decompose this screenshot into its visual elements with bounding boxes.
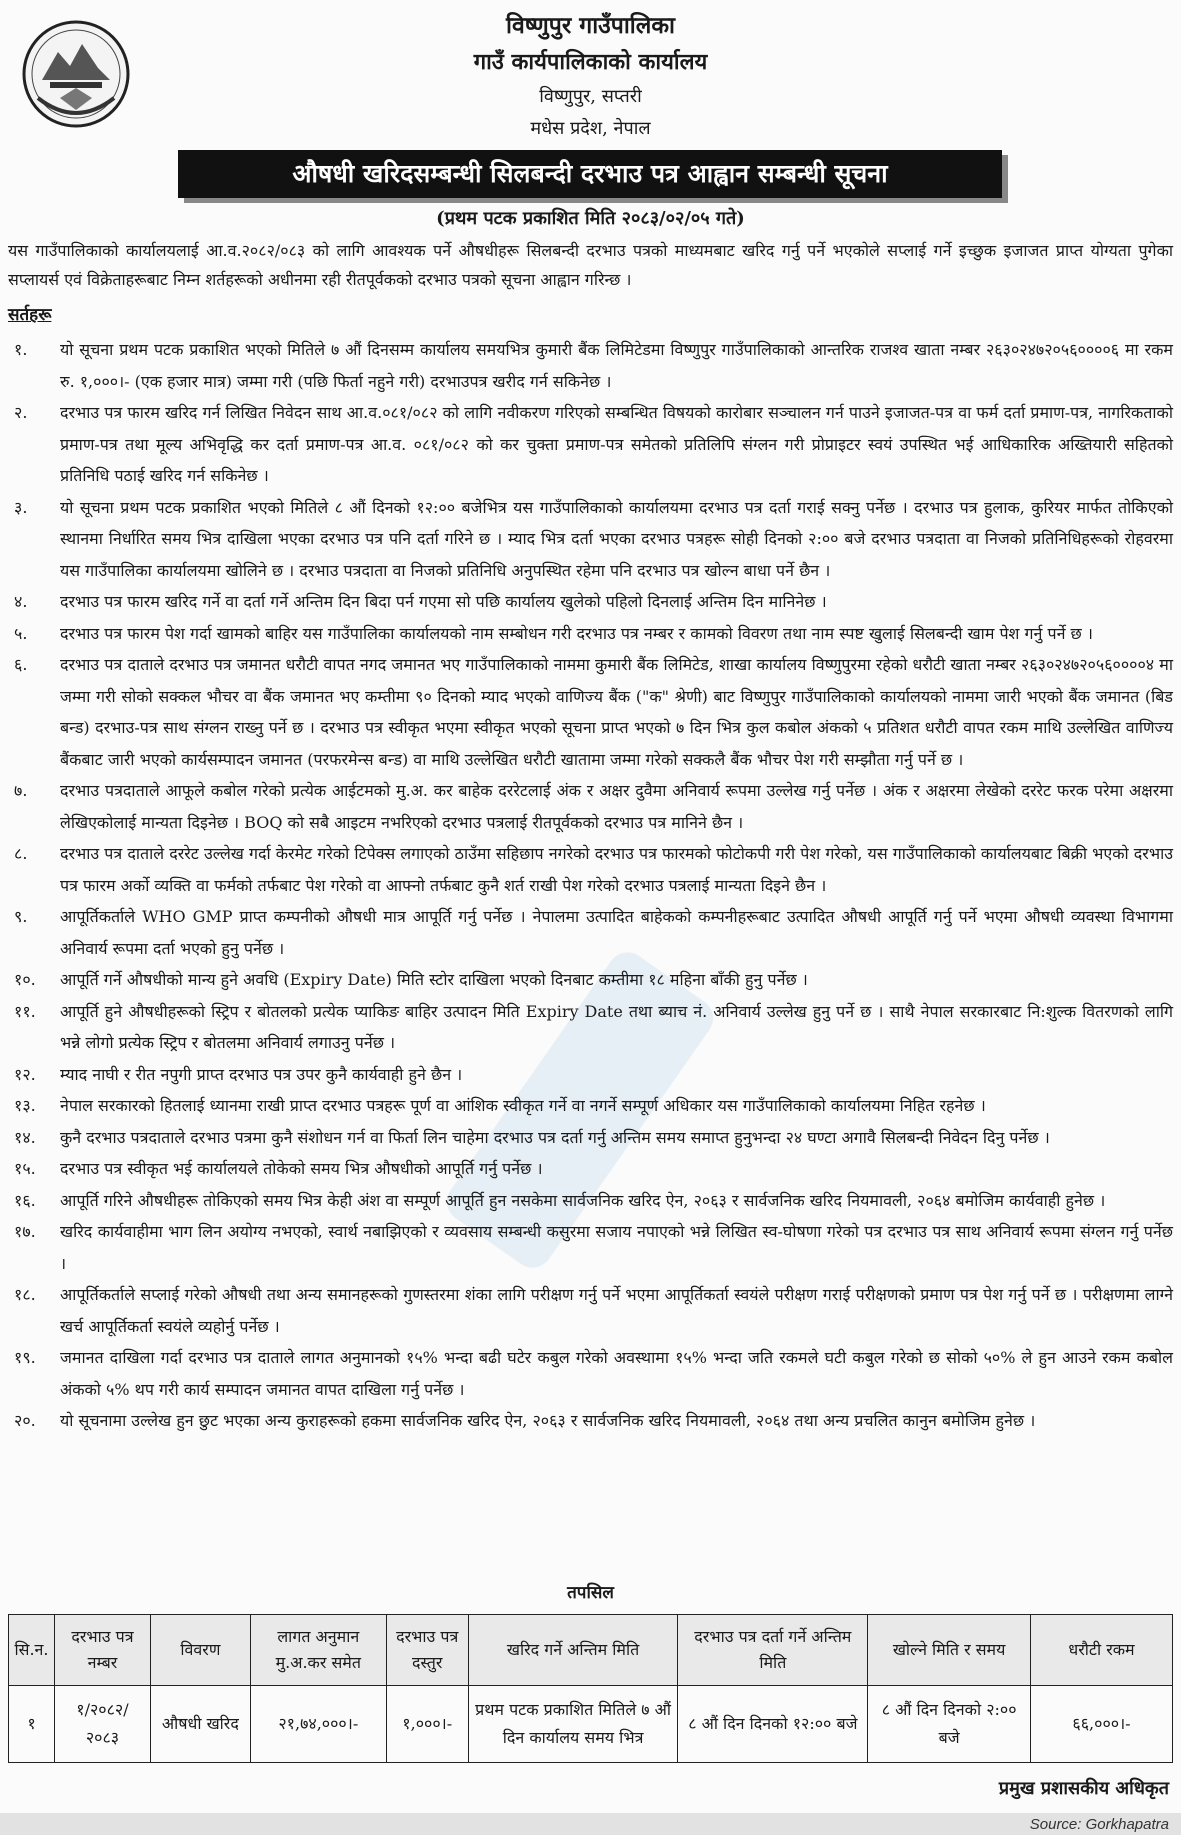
table-header-row bbox=[9, 1615, 1173, 1686]
condition-text: जमानत दाखिला गर्दा दरभाउ पत्र दाताले लागत अनुमानको १५% भन्दा बढी घटेर कबुल गरेको अवस्थामा १५% भन्दा जति रकमले घटी कबुल गरेको छ सोको ५०% ले हुन आउने रकम कबोल अंकको ५% थप गरी कार्य सम्पादन जमानत वापत दाखिला गर्नु पर्नेछ । bbox=[60, 1348, 1173, 1399]
condition-number: २०. bbox=[14, 1411, 36, 1430]
table-cell: औषधी खरिद bbox=[150, 1686, 250, 1763]
tender-details-table bbox=[8, 1614, 1173, 1763]
conditions-heading: सर्तहरू bbox=[8, 305, 52, 325]
condition-item bbox=[8, 1059, 1173, 1091]
table-cell: ६६,०००।- bbox=[1031, 1686, 1173, 1763]
condition-item bbox=[8, 775, 1173, 838]
condition-number: ५. bbox=[14, 623, 28, 643]
table-cell: १,०००।- bbox=[386, 1686, 468, 1763]
notice-title: औषधी खरिदसम्बन्धी सिलबन्दी दरभाउ पत्र आह्वान सम्बन्धी सूचना bbox=[178, 150, 1002, 198]
condition-text: दरभाउ पत्र फारम खरिद गर्न लिखित निवेदन साथ आ.व.०८१/०८२ को लागि नवीकरण गरिएको सम्बन्धित विषयको कारोबार सञ्चालन गर्न पाउने इजाजत-पत्र वा फर्म दर्ता प्रमाण-पत्र, नागरिकताको प्रमाण-पत्र तथा मूल्य अभिवृद्धि कर दर्ता प्रमाण-पत्र आ.व. ०८१/०८२ को कर चुक्ता प्रमाण-पत्र समेतको प्रतिलिपि संग्लन गरी प्रोप्राइटर स्वयं उपस्थित भई आधिकारिक अख्तियारी सहितको प्रतिनिधि पठाई खरिद गर्न सकिनेछ । bbox=[60, 403, 1173, 485]
condition-number: १०. bbox=[14, 970, 36, 989]
signatory-title: प्रमुख प्रशासकीय अधिकृत bbox=[998, 1778, 1169, 1799]
table-row bbox=[9, 1686, 1173, 1763]
condition-item bbox=[8, 492, 1173, 587]
table-header-cell: धरौटी रकम bbox=[1031, 1615, 1173, 1686]
condition-number: १८. bbox=[14, 1285, 36, 1304]
condition-text: दरभाउ पत्र स्वीकृत भई कार्यालयले तोकेको समय भित्र औषधीको आपूर्ति गर्नु पर्नेछ । bbox=[60, 1159, 543, 1178]
condition-number: ११. bbox=[14, 1001, 36, 1021]
condition-number: ८. bbox=[14, 844, 28, 863]
condition-text: म्याद नाघी र रीत नपुगी प्राप्त दरभाउ पत्र उपर कुनै कार्यवाही हुने छैन । bbox=[60, 1064, 463, 1084]
office-province: मधेस प्रदेश, नेपाल bbox=[530, 118, 651, 139]
table-header-cell: विवरण bbox=[150, 1615, 250, 1686]
condition-text: नेपाल सरकारको हितलाई ध्यानमा राखी प्राप्त दरभाउ पत्रहरू पूर्ण वा आंशिक स्वीकृत गर्ने वा नगर्ने सम्पूर्ण अधिकार यस गाउँपालिकाको कार्यालयमा निहित रहनेछ । bbox=[60, 1096, 986, 1115]
condition-text: आपूर्ति हुने औषधीहरूको स्ट्रिप र बोतलको प्रत्येक प्याकिङ बाहिर उत्पादन मिति Expiry Date तथा ब्याच नं. अनिवार्य उल्लेख हुनु पर्ने छ । साथै नेपाल सरकारबाट नि:शुल्क वितरणको लागि भन्ने लोगो प्रत्येक स्ट्रिप र बोतलमा अनिवार्य लगाउनु पर्नेछ । bbox=[60, 1001, 1173, 1052]
condition-number: १. bbox=[14, 340, 28, 359]
condition-item bbox=[8, 1153, 1173, 1185]
condition-text: आपूर्तिकर्ताले सप्लाई गरेको औषधी तथा अन्य समानहरूको गुणस्तरमा शंका लागि परीक्षण गर्नु पर्ने भएमा आपूर्तिकर्ता स्वयंले परीक्षण गराई परीक्षणको प्रमाण पत्र पेश गर्नु पर्ने छ । परीक्षणमा लाग्ने खर्च आपूर्तिकर्ता स्वयंले व्यहोर्नु पर्नेछ । bbox=[60, 1285, 1174, 1336]
condition-text: आपूर्ति गरिने औषधीहरू तोकिएको समय भित्र केही अंश वा सम्पूर्ण आपूर्ति हुन नसकेमा सार्वजनिक खरिद ऐन, २०६३ र सार्वजनिक खरिद नियमावली, २०६४ बमोजिम कार्यवाही हुनेछ । bbox=[60, 1190, 1106, 1210]
condition-text: कुनै दरभाउ पत्रदाताले दरभाउ पत्रमा कुनै संशोधन गर्न वा फिर्ता लिन चाहेमा दरभाउ पत्र दर्ता गर्नु अन्तिम समय समाप्त हुनुभन्दा २४ घण्टा अगावै सिलबन्दी निवेदन दिनु पर्नेछ । bbox=[60, 1127, 1050, 1147]
table-header-cell: लागत अनुमान मु.अ.कर समेत bbox=[250, 1615, 386, 1686]
condition-text: दरभाउ पत्र फारम पेश गर्दा खामको बाहिर यस गाउँपालिका कार्यालयको नाम सम्बोधन गरी दरभाउ पत्र नम्बर र कामको विवरण तथा नाम स्पष्ट खुलाई सिलबन्दी खाम पेश गर्नु पर्ने छ । bbox=[60, 623, 1093, 643]
table-cell: १ bbox=[9, 1686, 55, 1763]
condition-item bbox=[8, 649, 1173, 775]
condition-text: आपूर्ति गर्ने औषधीको मान्य हुने अवधि (Expiry Date) मिति स्टोर दाखिला भएको दिनबाट कम्तीमा १८ महिना बाँकी हुनु पर्नेछ । bbox=[60, 970, 808, 989]
condition-item bbox=[8, 1342, 1173, 1405]
condition-number: ३. bbox=[14, 497, 28, 517]
office-subtitle: गाउँ कार्यपालिकाको कार्यालय bbox=[473, 49, 708, 75]
condition-item bbox=[8, 1279, 1173, 1342]
condition-text: आपूर्तिकर्ताले WHO GMP प्राप्त कम्पनीको औषधी मात्र आपूर्ति गर्नु पर्नेछ । नेपालमा उत्पादित बाहेकको कम्पनीहरूबाट उत्पादित औषधी आपूर्ति गर्नु पर्ने भएमा औषधी व्यवस्था विभागमा अनिवार्य रूपमा दर्ता भएको हुनु पर्नेछ । bbox=[60, 907, 1173, 958]
condition-text: यो सूचना प्रथम पटक प्रकाशित भएको मितिले ७ औं दिनसम्म कार्यालय समयभित्र कुमारी बैंक लिमिटेडमा विष्णुपुर गाउँपालिकाको आन्तरिक राजश्व खाता नम्बर २६३०२४७२०५६००००६ मा रकम रु. १,०००।- (एक हजार मात्र) जम्मा गरी (पछि फिर्ता नहुने गरी) दरभाउपत्र खरीद गर्न सकिनेछ । bbox=[60, 340, 1173, 391]
source-bar bbox=[0, 1813, 1181, 1835]
conditions-list bbox=[8, 334, 1173, 1437]
office-address: विष्णुपुर, सप्तरी bbox=[539, 86, 642, 107]
condition-number: ७. bbox=[14, 781, 28, 800]
condition-text: दरभाउ पत्र दाताले दररेट उल्लेख गर्दा केरमेट गरेको टिपेक्स लगाएको ठाउँमा सहिछाप नगरेको दरभाउ पत्र फारमको फोटोकपी गरी पेश गरेको, यस गाउँपालिकाको कार्यालयबाट बिक्री भएको दरभाउ पत्र फारम अर्को व्यक्ति वा फर्मको तर्फबाट पेश गरेको वा आफ्नो तर्फबाट कुनै शर्त राखी पेश गरेको दरभाउ पत्रलाई मान्यता दिइने छैन । bbox=[60, 844, 1173, 895]
condition-number: १५. bbox=[14, 1159, 36, 1178]
table-cell: ८ औं दिन दिनको १२:०० बजे bbox=[678, 1686, 868, 1763]
condition-text: दरभाउ पत्रदाताले आफूले कबोल गरेको प्रत्येक आईटमको मु.अ. कर बाहेक दररेटलाई अंक र अक्षर दुवैमा अनिवार्य रूपमा उल्लेख गर्नु पर्नेछ । अंक र अक्षरमा लेखेको दररेट फरक परेमा अक्षरमा लेखिएकोलाई मान्यता दिइनेछ । BOQ को सबै आइटम नभरिएको दरभाउ पत्रलाई रीतपूर्वकको दरभाउ पत्र मानिने छैन । bbox=[60, 781, 1173, 832]
condition-item bbox=[8, 964, 1173, 996]
condition-text: यो सूचना प्रथम पटक प्रकाशित भएको मितिले ८ औं दिनको १२:०० बजेभित्र यस गाउँपालिकाको कार्यालयमा दरभाउ पत्र दर्ता गराई सक्नु पर्नेछ । दरभाउ पत्र हुलाक, कुरियर मार्फत तोकिएको स्थानमा निर्धारित समय भित्र दाखिला भएका दरभाउ पत्र पनि दर्ता गरिने छ । म्याद भित्र दर्ता भएका दरभाउ पत्रहरू सोही दिनको २:०० बजे दरभाउ पत्रदाता वा निजको प्रतिनिधिहरूको रोहवरमा यस गाउँपालिका कार्यालयमा खोलिने छ । दरभाउ पत्रदाता वा निजको प्रतिनिधि अनुपस्थित रहेमा पनि दरभाउ पत्र खोल्न बाधा पर्ने छैन । bbox=[60, 497, 1173, 580]
condition-number: १७. bbox=[14, 1222, 36, 1241]
table-cell: १/२०८२/ २०८३ bbox=[54, 1686, 150, 1763]
condition-text: दरभाउ पत्र फारम खरिद गर्ने वा दर्ता गर्ने अन्तिम दिन बिदा पर्न गएमा सो पछि कार्यालय खुलेको पहिलो दिनलाई अन्तिम दिन मानिनेछ । bbox=[60, 592, 827, 611]
annex-heading: तपसिल bbox=[567, 1583, 614, 1603]
table-body bbox=[9, 1686, 1173, 1763]
office-name: विष्णुपुर गाउँपालिका bbox=[506, 12, 675, 39]
table-header-cell: सि.न. bbox=[9, 1615, 55, 1686]
condition-number: १४. bbox=[14, 1127, 36, 1147]
condition-item bbox=[8, 1090, 1173, 1122]
notice-intro: यस गाउँपालिकाको कार्यालयलाई आ.व.२०८२/०८३ को लागि आवश्यक पर्ने औषधीहरू सिलबन्दी दरभाउ पत्रको माध्यमबाट खरिद गर्नु पर्ने भएकोले सप्लाई गर्ने इच्छुक इजाजत प्राप्त योग्यता पुगेका सप्लायर्स एवं विक्रेताहरूबाट निम्न शर्तहरूको अधीनमा रही रीतपूर्वकको दरभाउ पत्रको सूचना आह्वान गरिन्छ । bbox=[8, 241, 1173, 289]
condition-text: यो सूचनामा उल्लेख हुन छुट भएका अन्य कुराहरूको हकमा सार्वजनिक खरिद ऐन, २०६३ र सार्वजनिक खरिद नियमावली, २०६४ तथा अन्य प्रचलित कानुन बमोजिम हुनेछ । bbox=[60, 1411, 1036, 1430]
condition-number: १९. bbox=[14, 1348, 36, 1367]
condition-text: खरिद कार्यवाहीमा भाग लिन अयोग्य नभएको, स्वार्थ नबाझिएको र व्यवसाय सम्बन्धी कसुरमा सजाय नपाएको भन्ने लिखित स्व-घोषणा गरेको पत्र दरभाउ पत्र साथ अनिवार्य रूपमा संग्लन गर्नु पर्नेछ । bbox=[60, 1222, 1173, 1273]
condition-item bbox=[8, 334, 1173, 397]
table-cell: ८ औं दिन दिनको २:०० बजे bbox=[868, 1686, 1031, 1763]
condition-item bbox=[8, 586, 1173, 618]
condition-number: १२. bbox=[14, 1064, 36, 1084]
condition-item bbox=[8, 838, 1173, 901]
condition-text: दरभाउ पत्र दाताले दरभाउ पत्र जमानत धरौटी वापत नगद जमानत भए गाउँपालिकाको नाममा कुमारी बैंक लिमिटेड, शाखा कार्यालय विष्णुपुरमा रहेको धरौटी खाता नम्बर २६३०२४७२०५६००००४ मा जम्मा गरी सोको सक्कल भौचर वा बैंक जमानत भए कम्तीमा ९० दिनको म्याद भएको वाणिज्य बैंक ("क" श्रेणी) बाट विष्णुपुर गाउँपालिकाको कार्यालयको नाममा जारी भएको बैंक जमानत (बिड बन्ड) दरभाउ-पत्र साथ संग्लन राख्नु पर्ने छ । दरभाउ पत्र स्वीकृत भएमा स्वीकृत भएको सूचना प्राप्त भएको ७ दिन भित्र कुल कबोल अंकको ५ प्रतिशत धरौटी वापत रकम माथि उल्लेखित वाणिज्य बैंकबाट जारी भएको कार्यसम्पादन जमानत (परफरमेन्स बन्ड) वा माथि उल्लेखित धरौटी खातामा जम्मा गरेको सक्कलै बैंक भौचर पेश गरी सम्झौता गर्नु पर्ने छ । bbox=[60, 655, 1173, 769]
condition-item bbox=[8, 1216, 1173, 1279]
condition-number: १३. bbox=[14, 1096, 36, 1115]
publication-date: (प्रथम पटक प्रकाशित मिति २०८३/०२/०५ गते) bbox=[436, 208, 745, 229]
condition-item bbox=[8, 1122, 1173, 1154]
condition-item bbox=[8, 618, 1173, 650]
source-credit: Source: Gorkhapatra bbox=[1029, 1816, 1169, 1833]
condition-item bbox=[8, 397, 1173, 492]
table-header-cell: खोल्ने मिति र समय bbox=[868, 1615, 1031, 1686]
condition-item bbox=[8, 996, 1173, 1059]
table-header-cell: दरभाउ पत्र नम्बर bbox=[54, 1615, 150, 1686]
condition-number: १६. bbox=[14, 1190, 36, 1210]
table-cell: प्रथम पटक प्रकाशित मितिले ७ औं दिन कार्यालय समय भित्र bbox=[468, 1686, 678, 1763]
condition-item bbox=[8, 1405, 1173, 1437]
condition-item bbox=[8, 901, 1173, 964]
condition-number: ४. bbox=[14, 592, 28, 611]
table-cell: २१,७४,०००।- bbox=[250, 1686, 386, 1763]
condition-number: ९. bbox=[14, 907, 28, 926]
condition-number: ६. bbox=[14, 655, 28, 674]
condition-number: २. bbox=[14, 403, 28, 422]
condition-item bbox=[8, 1185, 1173, 1217]
table-header-cell: दरभाउ पत्र दर्ता गर्ने अन्तिम मिति bbox=[678, 1615, 868, 1686]
table-header-cell: खरिद गर्ने अन्तिम मिति bbox=[468, 1615, 678, 1686]
table-header-cell: दरभाउ पत्र दस्तुर bbox=[386, 1615, 468, 1686]
